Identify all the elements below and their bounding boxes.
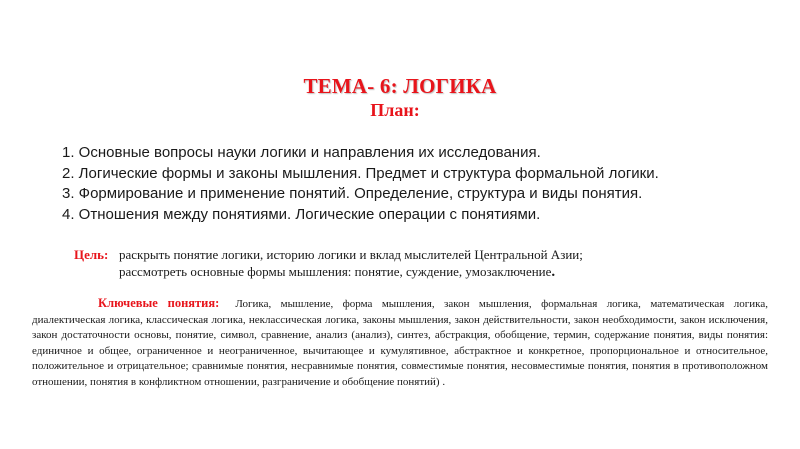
- slide-title: ТЕМА- 6: ЛОГИКА: [303, 74, 497, 98]
- plan-item: 4. Отношения между понятиями. Логические операции с понятиями.: [62, 205, 541, 223]
- goal-line-2-text: рассмотреть основные формы мышления: понятие, суждение, умозаключение: [119, 264, 552, 279]
- plan-item: 3. Формирование и применение понятий. Определение, структура и виды понятия.: [62, 185, 643, 202]
- goal-label: Цель:: [74, 247, 109, 262]
- keywords-label: Ключевые понятия:: [98, 296, 220, 310]
- goal-line-1: раскрыть понятие логики, историю логики и вклад мыслителей Центральной Азии;: [119, 247, 583, 262]
- plan-item: 2. Логические формы и законы мышления. Предмет и структура формальной логики.: [62, 164, 659, 182]
- goal-line-2-period: .: [551, 264, 556, 280]
- goal-line-2: [119, 263, 679, 281]
- plan-list: [62, 143, 762, 225]
- keywords-paragraph: [32, 296, 768, 390]
- plan-item: 1. Основные вопросы науки логики и направления их исследования.: [62, 144, 541, 161]
- plan-heading: План:: [370, 100, 420, 120]
- keywords-text: Логика, мышление, форма мышления, закон мышления, формальная логика, математическая логика, диалектическая логика, классическая логика, неклассическая логика, законы мышления, закон действительности, закон необходимости, закон исключения, закон достаточности основы, понятие, символ, сравнение, анализ (анализ), синтез, абстракция, обобщение, термин, содержание понятия, виды понятия: единичное и общее, ограниченное и неограниченное, вычитающее и кумулятивное, абстрактное и конкретное, пропорциональное и относительное, положительное и отрицательное; сравнимые понятия, несравнимые понятия, совместимые понятия, несовместимые понятия, понятия в противоположном отношении, понятия в конфликтном отношении, разграничение и обобщение понятий) .: [32, 298, 768, 388]
- goal-text: [119, 246, 679, 281]
